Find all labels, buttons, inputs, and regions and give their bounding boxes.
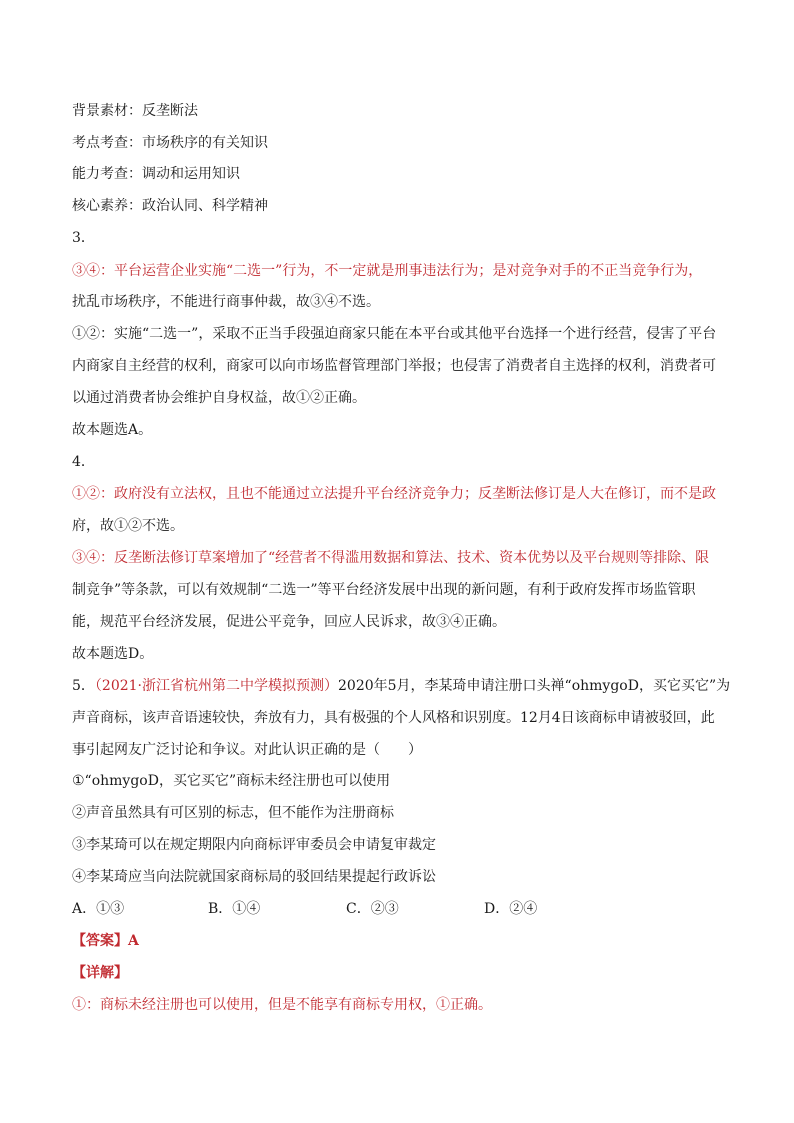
answer-label: 【答案】 <box>72 933 128 949</box>
q5-stem-line-3: 事引起网友广泛讨论和争议。对此认识正确的是（ ） <box>72 742 422 758</box>
question-source: （2021·浙江省杭州第二中学模拟预测） <box>94 678 339 694</box>
option-a: A．①③ <box>72 901 125 917</box>
q4-conclusion: 故本题选D。 <box>72 646 154 662</box>
q5-stem-line-2: 声音商标，该声音语速较快，奔放有力，具有极强的个人风格和识别度。12月4日该商标申请被驳回，此 <box>72 710 715 726</box>
q5-statement-2: ②声音虽然具有可区别的标志，但不能作为注册商标 <box>72 805 394 821</box>
q3-conclusion: 故本题选A。 <box>72 422 153 438</box>
q3-analysis-1-line-2: 扰乱市场秩序，不能进行商事仲裁，故③④不选。 <box>72 294 380 310</box>
q3-analysis-2-line-1: ①②：实施“二选一”，采取不正当手段强迫商家只能在本平台或其他平台选择一个进行经营，侵害了平台 <box>72 326 717 342</box>
q4-analysis-1-line-2: 府，故①②不选。 <box>72 518 184 534</box>
q4-analysis-1-line-1: ①②：政府没有立法权，且也不能通过立法提升平台经济竞争力；反垄断法修订是人大在修订，而不是政 <box>72 486 716 502</box>
question-5-number: 5． <box>72 678 95 694</box>
exam-point: 考点考查：市场秩序的有关知识 <box>72 135 268 151</box>
q5-statement-4: ④李某琦应当向法院就国家商标局的驳回结果提起行政诉讼 <box>72 869 436 885</box>
q3-analysis-1-line-1: ③④：平台运营企业实施“二选一”行为，不一定就是刑事违法行为；是对竞争对手的不正当竞争行为， <box>72 263 703 279</box>
core-literacy: 核心素养：政治认同、科学精神 <box>72 198 268 214</box>
q5-stem-text: 2020年5月，李某琦申请注册口头禅“ohmygoD，买它买它”为 <box>338 678 731 694</box>
detail-label: 【详解】 <box>72 965 128 981</box>
q5-detail-line-1: ①：商标未经注册也可以使用，但是不能享有商标专用权，①正确。 <box>72 997 492 1013</box>
q3-analysis-2-line-3: 以通过消费者协会维护自身权益，故①②正确。 <box>72 390 366 406</box>
option-b: B．①④ <box>208 901 261 917</box>
question-3-number: 3． <box>72 230 95 246</box>
answer-value: A <box>128 933 139 949</box>
option-c: C．②③ <box>346 901 399 917</box>
ability-check: 能力考查：调动和运用知识 <box>72 166 240 182</box>
answer-line <box>72 931 722 951</box>
q5-stem-line-1 <box>72 676 731 696</box>
q3-analysis-2-line-2: 内商家自主经营的权利，商家可以向市场监督管理部门举报；也侵害了消费者自主选择的权利，消费者可 <box>72 358 716 374</box>
q4-analysis-2-line-1: ③④：反垄断法修订草案增加了“经营者不得滥用数据和算法、技术、资本优势以及平台规则等排除、限 <box>72 550 710 566</box>
q5-statement-1: ①“ohmygoD，买它买它”商标未经注册也可以使用 <box>72 773 391 789</box>
option-d: D．②④ <box>484 901 538 917</box>
q4-analysis-2-line-3: 能，规范平台经济发展，促进公平竞争，回应人民诉求，故③④正确。 <box>72 614 506 630</box>
question-4-number: 4． <box>72 454 95 470</box>
background-material: 背景素材：反垄断法 <box>72 103 198 119</box>
q5-statement-3: ③李某琦可以在规定期限内向商标评审委员会申请复审裁定 <box>72 837 436 853</box>
q4-analysis-2-line-2: 制竞争”等条款，可以有效规制“二选一”等平台经济发展中出现的新问题，有利于政府发挥市场监管职 <box>72 582 696 598</box>
